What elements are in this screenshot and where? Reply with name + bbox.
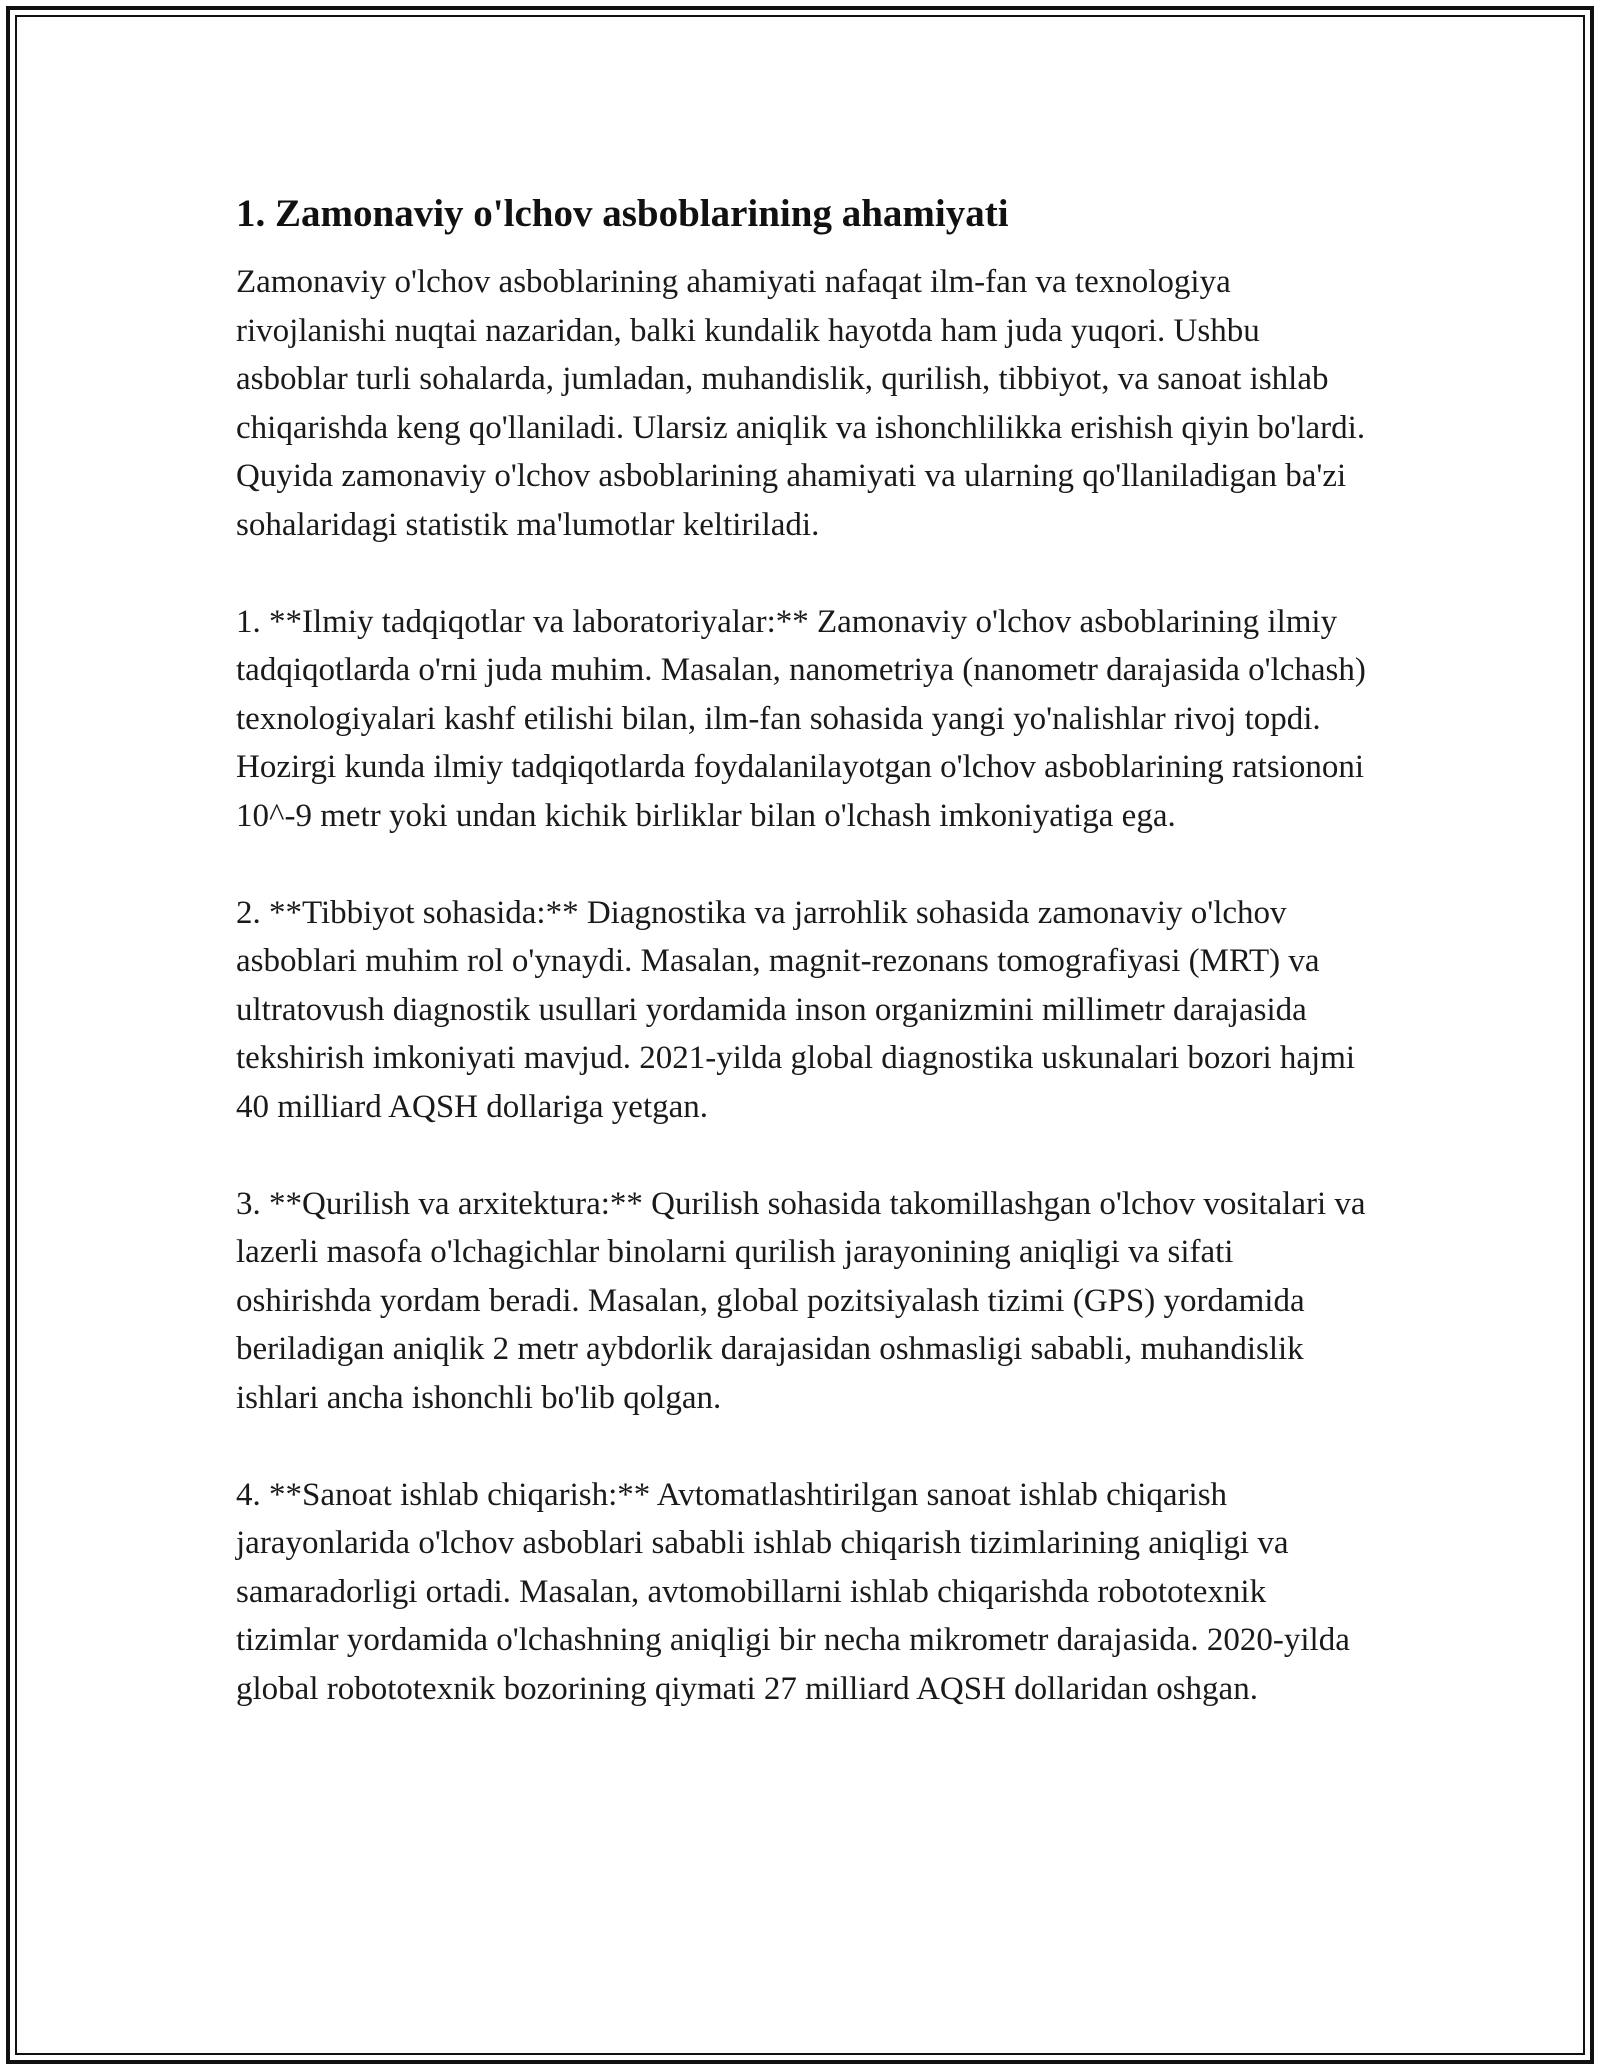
list-item-scientific-research: 1. **Ilmiy tadqiqotlar va laboratoriyalar:** Zamonaviy o'lchov asboblarining ilmiy tadqiqotlarda o'rni juda muhim. Masalan, nanometriya (nanometr darajasida o'lchash) texnologiyalari kashf etilishi bilan, ilm-fan sohasida yangi yo'nalishlar rivoj topdi. Hozirgi kunda ilmiy tadqiqotlarda foydalanilayotgan o'lchov asboblarining ratsiononi 10^-9 metr yoki undan kichik birliklar bilan o'lchash imkoniyatiga ega. — [236, 603, 1366, 834]
intro-paragraph: Zamonaviy o'lchov asboblarining ahamiyati nafaqat ilm-fan va texnologiya rivojlanishi nuqtai nazaridan, balki kundalik hayotda ham juda yuqori. Ushbu asboblar turli sohalarda, jumladan, muhandislik, qurilish, tibbiyot, va sanoat ishlab chiqarishda keng qo'llaniladi. Ularsiz aniqlik va ishonchlilikka erishish qiyin bo'lardi. Quyida zamonaviy o'lchov asboblarining ahamiyati va ularning qo'llaniladigan ba'zi sohalaridagi statistik ma'lumotlar keltiriladi. — [236, 264, 1366, 543]
list-item-medicine: 2. **Tibbiyot sohasida:** Diagnostika va jarrohlik sohasida zamonaviy o'lchov asboblari muhim rol o'ynaydi. Masalan, magnit-rezonans tomografiyasi (MRT) va ultratovush diagnostik usullari yordamida inson organizmini millimetr darajasida tekshirish imkoniyati mavjud. 2021-yilda global diagnostika uskunalari bozori hajmi 40 milliard AQSH dollariga yetgan. — [236, 894, 1356, 1125]
list-item-industry: 4. **Sanoat ishlab chiqarish:** Avtomatlashtirilgan sanoat ishlab chiqarish jarayonlarida o'lchov asboblari sababli ishlab chiqarish tizimlarining aniqligi va samaradorligi ortadi. Masalan, avtomobillarni ishlab chiqarishda robototexnik tizimlar yordamida o'lchashning aniqligi bir necha mikrometr darajasida. 2020-yilda global robototexnik bozorining qiymati 27 milliard AQSH dollaridan oshgan. — [236, 1476, 1350, 1707]
document-body — [236, 190, 1366, 1713]
list-item-construction: 3. **Qurilish va arxitektura:** Qurilish sohasida takomillashgan o'lchov vositalari va lazerli masofa o'lchagichlar binolarni qurilish jarayonining aniqligi va sifati oshirishda yordam beradi. Masalan, global pozitsiyalash tizimi (GPS) yordamida beriladigan aniqlik 2 metr aybdorlik darajasidan oshmasligi sababli, muhandislik ishlari ancha ishonchli bo'lib qolgan. — [236, 1185, 1366, 1416]
section-heading: 1. Zamonaviy o'lchov asboblarining ahamiyati — [236, 192, 1009, 235]
